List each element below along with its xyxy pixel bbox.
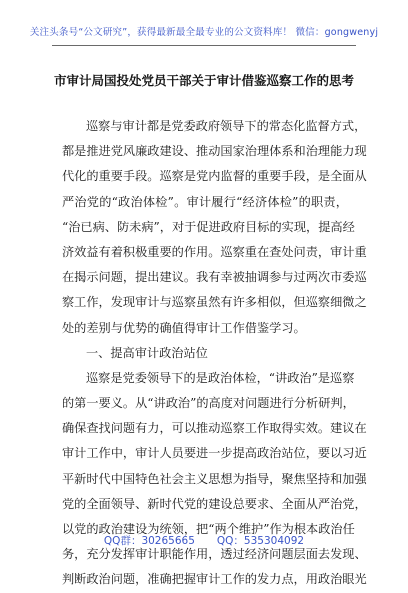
paragraph-line: 的第一要义。从“讲政治”的高度对问题进行分析研判， <box>62 396 355 411</box>
paragraph-line: 在揭示问题，提出建议。我有幸被抽调参与过两次市委巡 <box>62 270 367 285</box>
paragraph-line: 判断政治问题，准确把握审计工作的发力点，用政治眼光 <box>62 572 367 587</box>
paragraph-line: 审计工作中，审计人员要进一步提高政治站位，要以习近 <box>62 446 367 461</box>
paragraph-line: 察工作，发现审计与巡察虽然有许多相似，但巡察细微之 <box>62 295 367 310</box>
paragraph-line: 确保查找问题有力，可以推动巡察工作取得实效。建议在 <box>62 421 367 436</box>
paragraph-line: 代化的重要手段。巡察是党内监督的重要手段，是全面从 <box>62 169 367 184</box>
footer-qq: QQ：535304092 <box>216 535 305 547</box>
paragraph-line: 处的差别与优势的确值得审计工作借鉴学习。 <box>62 320 306 335</box>
document-body <box>62 114 367 593</box>
paragraph-line: 巡察与审计都是党委政府领导下的常态化监督方式， <box>86 119 367 133</box>
paragraph-line: 以党的政治建设为统领，把“两个维护”作为根本政治任 <box>62 522 355 536</box>
paragraph-line: 巡察是党委领导下的是政治体检，“讲政治”是巡察 <box>86 370 355 385</box>
header-note: 关注头条号“公文研究”，获得最新最全最专业的公文资料库！ 微信：gongwenyj <box>29 27 379 38</box>
section-heading: 一、提高审计政治站位 <box>86 345 208 360</box>
document-title: 市审计局国投处党员干部关于审计借鉴巡察工作的思考 <box>53 73 354 88</box>
paragraph-line: 都是推进党风廉政建设、推动国家治理体系和治理能力现 <box>62 144 367 159</box>
footer-contacts <box>0 533 408 548</box>
paragraph-line: 济效益有着积极重要的作用。巡察重在查处问责，审计重 <box>62 244 367 259</box>
header-divider <box>52 45 356 46</box>
paragraph-line: “治已病、防未病”，对于促进政府目标的实现，提高经 <box>62 219 355 234</box>
paragraph-line: 党的全面领导、新时代党的建设总要求、全面从严治党， <box>62 496 367 511</box>
paragraph-line: 务，充分发挥审计职能作用，透过经济问题层面去发现、 <box>62 547 367 562</box>
footer-qq-group: QQ群：30265665 <box>103 535 195 547</box>
paragraph-line: 严治党的“政治体检”。审计履行“经济体检”的职责， <box>62 194 348 209</box>
paragraph-line: 平新时代中国特色社会主义思想为指导，聚焦坚持和加强 <box>62 471 367 486</box>
